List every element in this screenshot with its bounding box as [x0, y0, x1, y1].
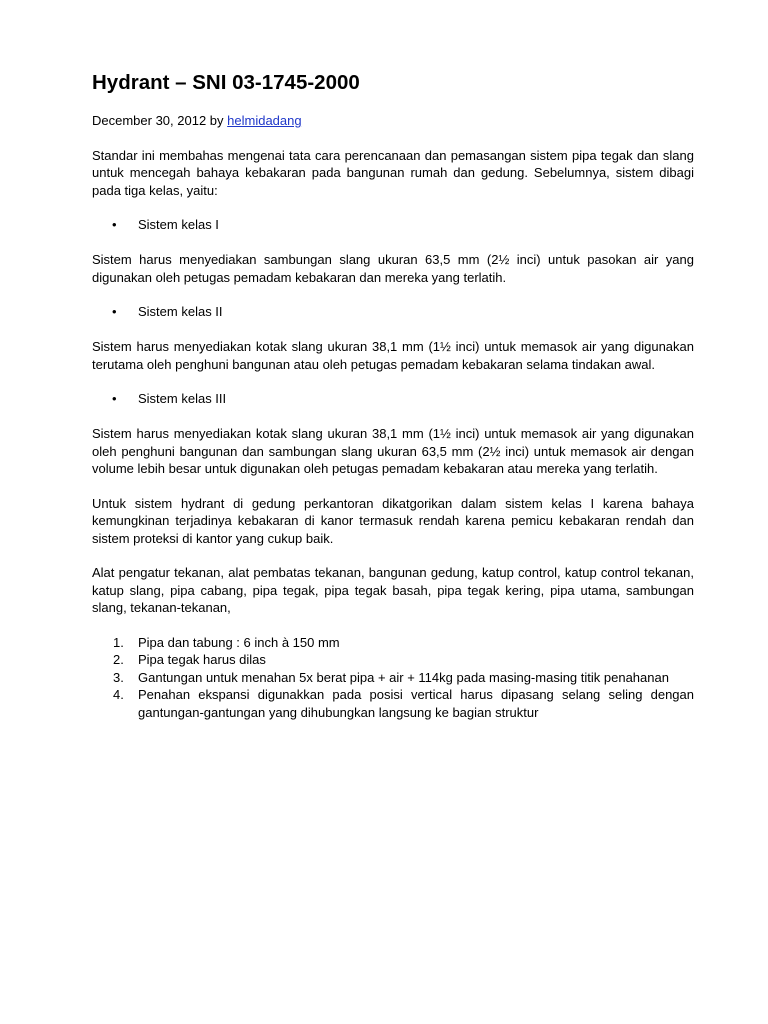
list-item-class-3 [92, 390, 694, 408]
bullet-icon: • [112, 391, 117, 406]
list-number: 1. [113, 634, 124, 650]
intro-paragraph: Standar ini membahas mengenai tata cara perencanaan dan pemasangan sistem pipa tegak dan slang untuk mencegah bahaya kebakaran pada bangunan rumah dan gedung. Sebelumnya, sistem dibagi pada tiga kelas, yaitu: [92, 147, 694, 198]
class-1-description: Sistem harus menyediakan sambungan slang ukuran 63,5 mm (2½ inci) untuk pasokan air yang digunakan oleh petugas pemadam kebakaran dan mereka yang terlatih. [92, 252, 694, 285]
list-number: 3. [113, 669, 124, 685]
class-name: Sistem kelas III [138, 391, 227, 406]
list-item-class-1 [92, 216, 694, 234]
article-title: Hydrant – SNI 03-1745-2000 [92, 71, 360, 94]
publish-date: December 30, 2012 by [92, 113, 224, 128]
list-item [92, 686, 694, 721]
list-number: 4. [113, 687, 124, 702]
class-name: Sistem kelas II [138, 304, 223, 319]
list-item [92, 634, 694, 652]
office-paragraph: Untuk sistem hydrant di gedung perkantoran dikatgorikan dalam sistem kelas I karena bahaya kemungkinan terjadinya kebakaran di kanor termasuk rendah karena pemicu kebakaran rendah dan sistem proteksi di kantor yang cukup baik. [92, 495, 694, 546]
numbered-list [92, 634, 694, 722]
list-text: Pipa dan tabung : 6 inch à 150 mm [138, 634, 340, 650]
tools-paragraph: Alat pengatur tekanan, alat pembatas tekanan, bangunan gedung, katup control, katup control tekanan, katup slang, pipa cabang, pipa tegak, pipa tegak basah, pipa tegak kering, pipa utama, sambungan slang, tekanan-tekanan, [92, 565, 694, 615]
list-item [92, 651, 694, 669]
list-item [92, 669, 694, 687]
list-text: Pipa tegak harus dilas [138, 652, 266, 667]
bullet-icon: • [112, 304, 117, 319]
author-link[interactable]: helmidadang [227, 113, 302, 128]
class-3-description: Sistem harus menyediakan kotak slang ukuran 38,1 mm (1½ inci) untuk memasok air yang digunakan oleh penghuni bangunan dan sambungan slang ukuran 63,5 mm (2½ inci) untuk memasok air dengan volume lebih besar untuk digunakan oleh petugas pemadam kebakaran atau mereka yang terlatih. [92, 426, 694, 476]
list-item-class-2 [92, 303, 694, 321]
list-number: 2. [113, 652, 124, 667]
class-2-description: Sistem harus menyediakan kotak slang ukuran 38,1 mm (1½ inci) untuk memasok air yang digunakan terutama oleh penghuni bangunan atau oleh petugas pemadam kebakaran selama tindakan awal. [92, 339, 694, 372]
article-body [92, 70, 694, 721]
bullet-icon: • [112, 217, 117, 232]
list-text: Penahan ekspansi digunakkan pada posisi vertical harus dipasang selang seling dengan gantungan-gantungan yang dihubungkan langsung ke bagian struktur [138, 687, 694, 720]
list-text: Gantungan untuk menahan 5x berat pipa + air + 114kg pada masing-masing titik penahanan [138, 669, 669, 685]
article-meta [92, 112, 694, 130]
class-name: Sistem kelas I [138, 217, 219, 232]
